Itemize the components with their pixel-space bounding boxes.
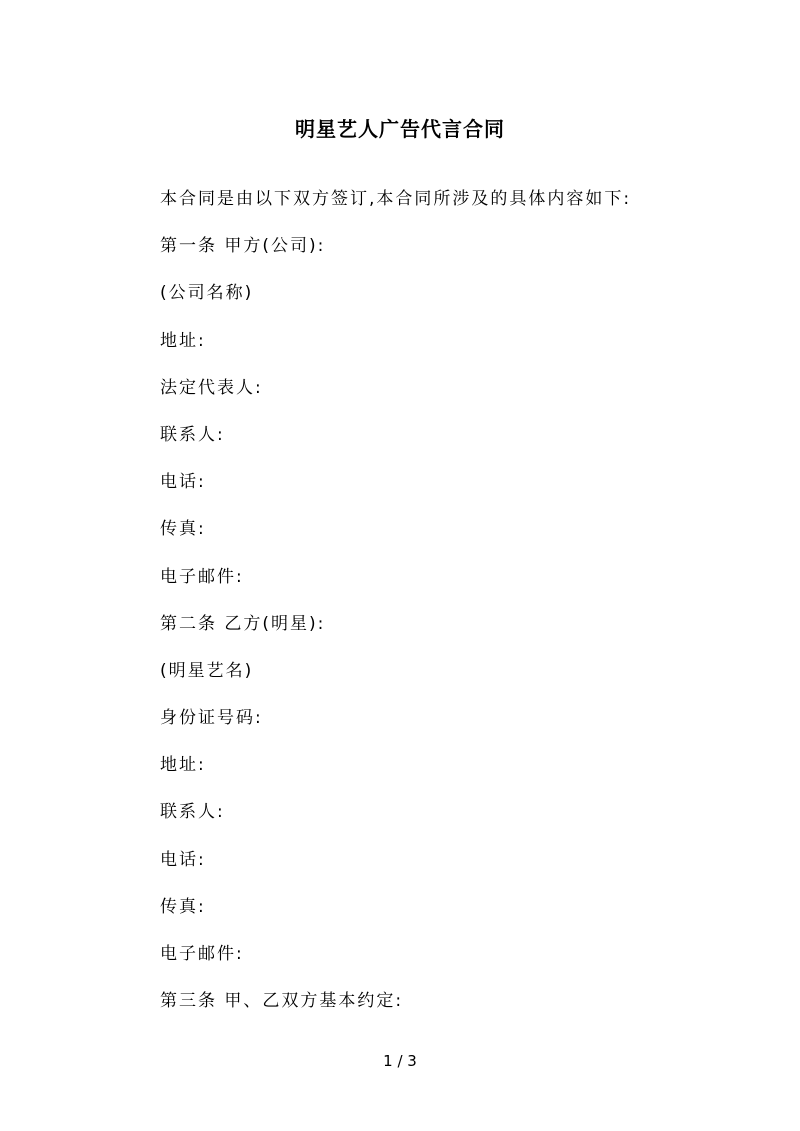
party-a-fax-line: 传真: bbox=[160, 519, 206, 540]
intro-line: 本合同是由以下双方签订,本合同所涉及的具体内容如下: bbox=[160, 189, 632, 209]
document-title: 明星艺人广告代言合同 bbox=[295, 117, 505, 141]
party-b-phone-line: 电话: bbox=[160, 849, 206, 870]
article-3-heading: 第三条 甲、乙双方基本约定: bbox=[160, 991, 404, 1012]
party-a-email-line: 电子邮件: bbox=[160, 566, 244, 587]
party-b-address-line: 地址: bbox=[160, 755, 206, 776]
page-number: 1 / 3 bbox=[383, 1052, 417, 1070]
party-b-id-number-line: 身份证号码: bbox=[160, 708, 263, 729]
document-body bbox=[160, 176, 680, 1025]
party-b-contact-line: 联系人: bbox=[160, 802, 225, 823]
party-a-phone-line: 电话: bbox=[160, 472, 206, 493]
party-b-email-line: 电子邮件: bbox=[160, 944, 244, 964]
party-a-contact-line: 联系人: bbox=[160, 424, 225, 445]
company-name-line: (公司名称) bbox=[160, 283, 254, 304]
article-2-heading: 第二条 乙方(明星): bbox=[160, 613, 326, 634]
star-name-line: (明星艺名) bbox=[160, 660, 254, 681]
party-b-fax-line: 传真: bbox=[160, 896, 206, 917]
party-a-address-line: 地址: bbox=[160, 330, 206, 351]
article-1-heading: 第一条 甲方(公司): bbox=[160, 236, 326, 257]
party-a-legal-rep-line: 法定代表人: bbox=[160, 377, 263, 398]
